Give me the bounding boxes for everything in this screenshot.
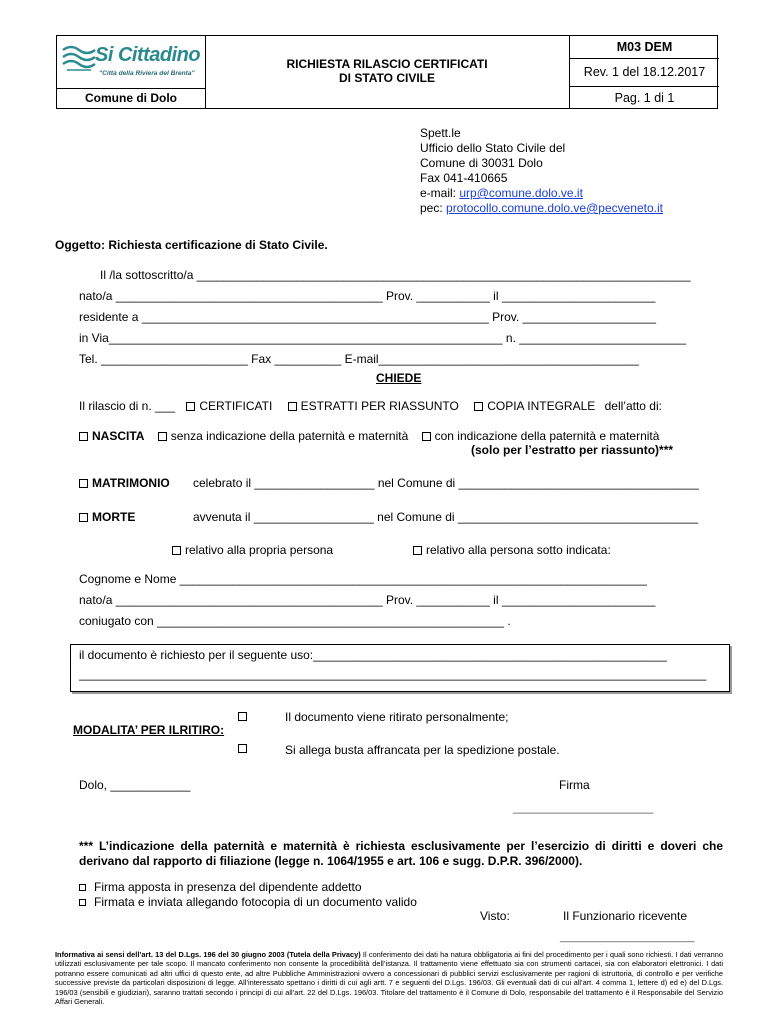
checkbox-ritiro-personale[interactable]	[238, 709, 251, 723]
divider	[569, 58, 719, 59]
document-title	[207, 57, 567, 85]
modalita-label: MODALITA’ PER ILRITIRO:	[73, 723, 225, 737]
divider	[205, 36, 206, 108]
recipient-email-row	[420, 186, 663, 201]
checkbox-label: COPIA INTEGRALE	[487, 399, 596, 413]
logo-tagline: "Città della Riviera del Brenta"	[99, 70, 195, 77]
email-label: e-mail:	[420, 186, 460, 200]
checkbox-label: NASCITA	[92, 429, 145, 443]
morte-details-field[interactable]: avvenuta il __________________ nel Comune di ____________________________________	[193, 510, 699, 524]
recipient-fax: Fax 041-410665	[420, 171, 508, 185]
nascita-row	[79, 429, 659, 443]
checkbox-persona-indicata[interactable]	[413, 543, 611, 557]
applicant-street-field[interactable]: in Via___________________________________________________________ n. _________________________	[79, 331, 687, 345]
chiede-heading: CHIEDE	[376, 371, 422, 385]
checkbox-certificati[interactable]	[186, 399, 272, 413]
comune-name: Comune di Dolo	[85, 91, 177, 105]
checkbox-morte[interactable]	[79, 510, 135, 524]
checkbox-icon	[238, 712, 247, 721]
release-suffix: dell’atto di:	[604, 399, 662, 413]
checkbox-icon	[79, 884, 86, 891]
subject: Oggetto: Richiesta certificazione di Stato Civile.	[55, 238, 328, 252]
checkbox-label: CERTIFICATI	[199, 399, 273, 413]
checkbox-copia-integrale[interactable]	[474, 399, 595, 413]
checkbox-icon	[186, 402, 195, 411]
firma-signature-field[interactable]: _____________________	[513, 800, 654, 814]
modalita-option-1: Il documento viene ritirato personalmente;	[285, 710, 509, 724]
logo	[59, 40, 203, 86]
checkbox-icon	[79, 513, 88, 522]
usage-field[interactable]: il documento è richiesto per il seguente uso:_____________________________________________________	[79, 648, 667, 662]
funzionario-signature-field[interactable]: ______________________	[560, 931, 695, 943]
checkbox-propria-persona[interactable]	[172, 543, 333, 557]
other-spouse-field[interactable]: coniugato con ____________________________________________________ .	[79, 614, 511, 628]
checkbox-icon	[288, 402, 297, 411]
firma-label: Firma	[559, 778, 590, 792]
checkbox-con-paternita[interactable]	[422, 429, 660, 443]
checkbox-nascita[interactable]	[79, 429, 144, 443]
title-line-1: RICHIESTA RILASCIO CERTIFICATI	[286, 57, 488, 71]
matrimonio-details-field[interactable]: celebrato il __________________ nel Comune di ____________________________________	[193, 476, 699, 490]
checkbox-label: MATRIMONIO	[92, 476, 170, 490]
other-birth-field[interactable]: nato/a ________________________________________ Prov. ___________ il _______________________	[79, 593, 656, 607]
funzionario-label: Il Funzionario ricevente	[563, 909, 688, 923]
footnote: *** L’indicazione della paternità e maternità è richiesta esclusivamente per l’esercizio di diritti e doveri che derivano dal rapporto di filiazione (legge n. 1064/1955 e art. 106 e sugg. D.P.R. 396/2000).	[79, 839, 723, 868]
checkbox-matrimonio[interactable]	[79, 476, 170, 490]
recipient-address	[420, 126, 663, 216]
checkbox-label: ESTRATTI PER RIASSUNTO	[300, 399, 459, 413]
release-count-field[interactable]: Il rilascio di n. ___	[79, 399, 176, 413]
recipient-line: Comune di 30031 Dolo	[420, 156, 543, 170]
recipient-pec-row	[420, 201, 663, 216]
checkbox-label: MORTE	[92, 510, 136, 524]
logo-waves-icon	[61, 42, 99, 76]
checkbox-icon	[172, 546, 181, 555]
modalita-option-2: Si allega busta affrancata per la spedizione postale.	[285, 743, 560, 757]
other-name-field[interactable]: Cognome e Nome ______________________________________________________________________	[79, 572, 647, 586]
recipient-line: Spett.le	[420, 126, 461, 140]
checkbox-senza-paternita[interactable]	[158, 429, 408, 443]
verification-option-1[interactable]	[79, 880, 362, 894]
page-number: Pag. 1 di 1	[614, 91, 675, 105]
checkbox-estratti[interactable]	[288, 399, 459, 413]
checkbox-icon	[158, 432, 167, 441]
pec-label: pec:	[420, 201, 447, 215]
recipient-line: Ufficio dello Stato Civile del	[420, 141, 566, 155]
divider	[569, 86, 719, 87]
logo-text: Si Cittadino	[95, 44, 201, 66]
checkbox-label: relativo alla persona sotto indicata:	[426, 543, 611, 557]
header-table	[56, 35, 718, 109]
checkbox-icon	[474, 402, 483, 411]
verification-option-2[interactable]	[79, 895, 417, 909]
privacy-text: Il conferimento dei dati ha natura obbligatoria ai fini del procedimento per i quali sono richiesti. I dati verranno utilizzati esclusivamente per tale scopo. Il mancato conferimento non consente la procedibilità dell’istanza. Il trattamento viene effettuato sia con strumenti cartacei, sia con elaboratori elettronici. I dati potranno essere comunicati ad altri uffici di questo ente, ad altre Pubbliche Amministrazioni ovvero a concessionari di pubblici servizi esclusivamente per ragioni di istruttoria, di controllo e per verifiche successive previste da particolari disposizioni di legge. All’interessato spettano i diritti di cui agli artt. 7 e seguenti del D.Lgs. 196/03. Gli eventuali dati di cui all’art. 4 comma 1, lettere d) ed e) del D.Lgs. 196/03 (sensibili e giudiziari), saranno trattati secondo i principi di cui all’art. 22 del D.Lgs. 196/03. Titolare del trattamento è il Comune di Dolo, responsabile del trattamento è il Responsabile del Servizio Affari Generali.	[55, 950, 723, 1007]
nascita-note: (solo per l’estratto per riassunto)***	[471, 443, 674, 457]
divider	[57, 88, 205, 89]
checkbox-icon	[79, 432, 88, 441]
checkbox-icon	[422, 432, 431, 441]
applicant-name-field[interactable]: Il /la sottoscritto/a __________________________________________________________________________	[100, 268, 691, 282]
revision: Rev. 1 del 18.12.2017	[583, 65, 706, 79]
place-date-field[interactable]: Dolo, ____________	[79, 778, 191, 792]
checkbox-icon	[79, 899, 86, 906]
applicant-contact-field[interactable]: Tel. ______________________ Fax __________ E-mail_______________________________________	[79, 352, 639, 366]
checkbox-label: con indicazione della paternità e maternità	[434, 429, 660, 443]
usage-field-line2[interactable]: ______________________________________________________________________________________________	[79, 667, 707, 681]
checkbox-label: Firma apposta in presenza del dipendente addetto	[94, 880, 362, 894]
applicant-birth-field[interactable]: nato/a ________________________________________ Prov. ___________ il _______________________	[79, 289, 656, 303]
form-code: M03 DEM	[616, 40, 673, 54]
checkbox-icon	[238, 744, 247, 753]
checkbox-icon	[79, 479, 88, 488]
release-row	[79, 399, 662, 413]
pec-link[interactable]: protocollo.comune.dolo.ve@pecveneto.it	[446, 201, 663, 215]
email-link[interactable]: urp@comune.dolo.ve.it	[459, 186, 583, 200]
checkbox-label: relativo alla propria persona	[185, 543, 334, 557]
checkbox-icon	[413, 546, 422, 555]
privacy-notice	[55, 950, 723, 1006]
visto-label: Visto:	[480, 909, 510, 923]
checkbox-label: senza indicazione della paternità e maternità	[170, 429, 409, 443]
privacy-title: Informativa ai sensi dell’art. 13 del D.Lgs. 196 del 30 giugno 2003 (Tutela della Privacy)	[55, 950, 361, 959]
checkbox-busta-affrancata[interactable]	[238, 741, 251, 755]
applicant-residence-field[interactable]: residente a ____________________________________________________ Prov. ____________________	[79, 310, 657, 324]
checkbox-label: Firmata e inviata allegando fotocopia di un documento valido	[94, 895, 417, 909]
usage-box	[70, 644, 730, 692]
title-line-2: DI STATO CIVILE	[338, 71, 435, 85]
